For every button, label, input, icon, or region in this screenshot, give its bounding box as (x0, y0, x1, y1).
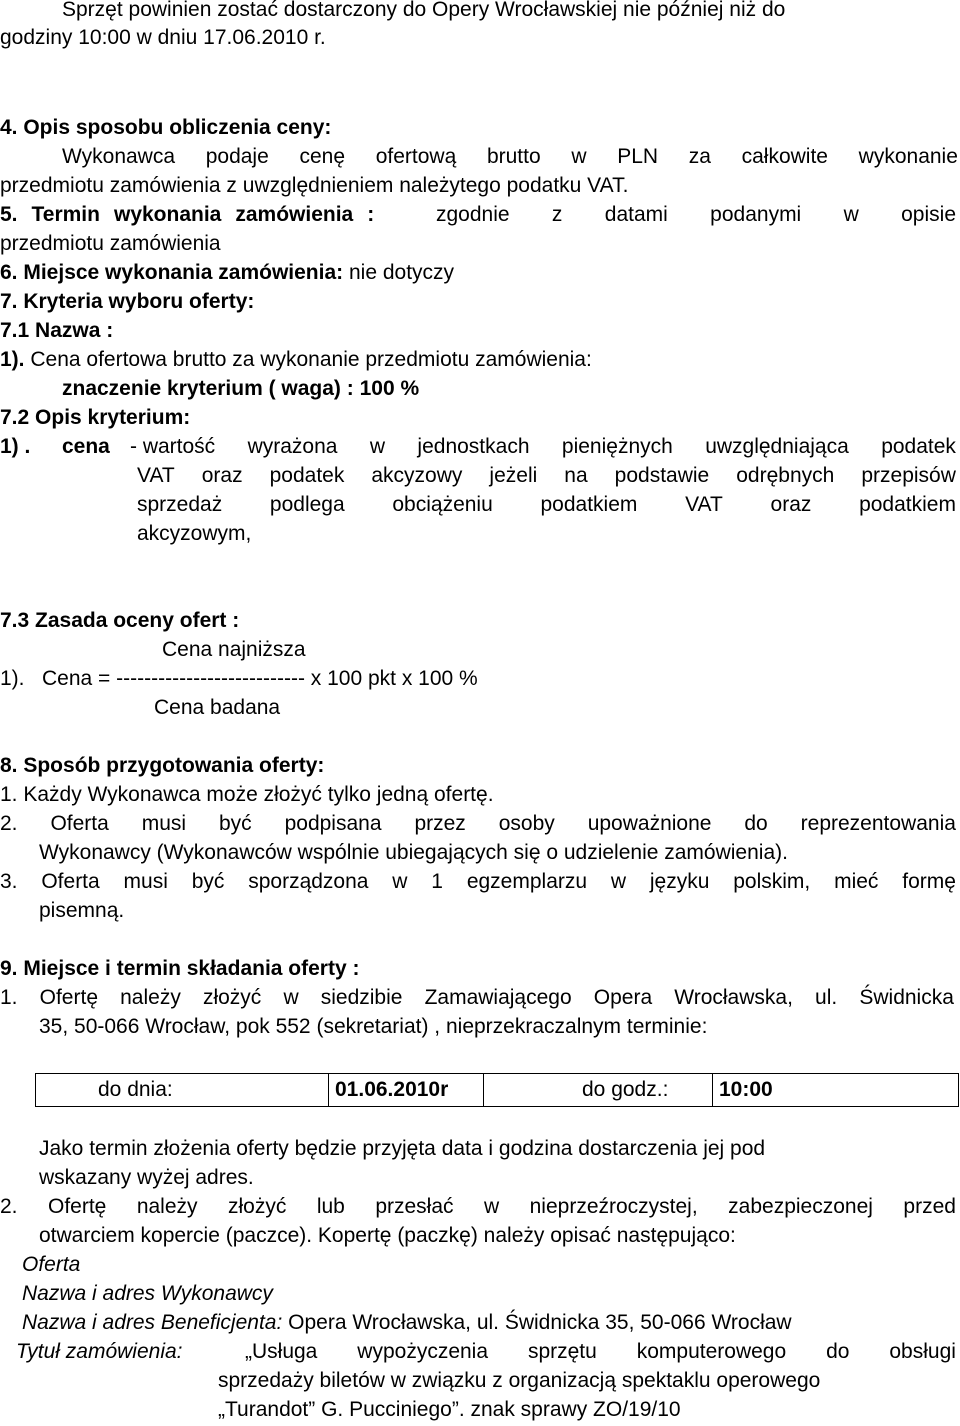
word: „Usługa (245, 1340, 318, 1363)
word: formę (902, 870, 956, 893)
word: mieć (834, 870, 879, 893)
word: w (483, 1195, 500, 1218)
envelope-line-4-words (245, 1339, 956, 1365)
word: przez (414, 812, 466, 835)
deadline-note-line-2: wskazany wyżej adres. (39, 1166, 254, 1189)
deadline-time-label: do godz.: (484, 1074, 713, 1107)
section-8-point-2-line-1 (0, 811, 956, 837)
word: z (551, 203, 563, 226)
word: 2. (0, 812, 18, 835)
formula-line: 1). Cena = --------------------------- x 100 pkt x 100 % (0, 667, 478, 690)
word: podaje (205, 145, 269, 168)
word: reprezentowania (800, 812, 956, 835)
word: złożyć (227, 1195, 287, 1218)
section-9-heading: 9. Miejsce i termin składania oferty : (0, 957, 360, 980)
word: wypożyczenia (357, 1340, 489, 1363)
section-5-heading-words (0, 202, 374, 228)
word: całkowite (741, 145, 828, 168)
word: uwzględniająca (705, 435, 849, 458)
word: Ofertę (47, 1195, 107, 1218)
word: Zamawiającego (424, 986, 572, 1009)
word: siedzibie (320, 986, 403, 1009)
section-8-point-2-line-2: Wykonawcy (Wykonawców wspólnie ubiegających się o udzielenie zamówienia). (39, 841, 788, 864)
section-9-point-1-line-1 (0, 985, 954, 1011)
section-9-point-2-line-1 (0, 1194, 956, 1220)
word: na (564, 464, 588, 487)
word: zgodnie (436, 203, 510, 226)
delivery-text-line-1: Sprzęt powinien zostać dostarczony do Opery Wrocławskiej nie później niż do (62, 0, 786, 21)
word: należy (136, 1195, 198, 1218)
section-5-rest (436, 202, 956, 228)
word: jeżeli (489, 464, 538, 487)
word: obsługi (889, 1340, 956, 1363)
word: pieniężnych (561, 435, 673, 458)
word: do (744, 812, 768, 835)
word: Oferta (50, 812, 109, 835)
word: osoby (498, 812, 555, 835)
word: odrębnych (736, 464, 835, 487)
word: musi (123, 870, 168, 893)
word: akcyzowy (371, 464, 463, 487)
deadline-date-value: 01.06.2010r (329, 1074, 484, 1107)
word: w (610, 870, 627, 893)
word: - wartość (130, 435, 216, 458)
deadline-date-label: do dnia: (36, 1074, 329, 1107)
word: w (392, 870, 408, 893)
word: 1. (0, 986, 18, 1009)
word: 5. (0, 203, 18, 226)
word: PLN (617, 145, 659, 168)
word: Ofertę (39, 986, 98, 1009)
word: ul. (815, 986, 838, 1009)
section-8-point-3-line-2: pisemną. (39, 899, 125, 922)
criterion-desc-number: 1) . (0, 435, 31, 458)
word: Oferta (41, 870, 100, 893)
word: komputerowego (636, 1340, 787, 1363)
formula-denominator: Cena badana (154, 696, 281, 719)
word: podatkiem (859, 493, 956, 516)
word: VAT (137, 464, 175, 487)
criterion-desc-line-2 (137, 463, 956, 489)
section-7-heading: 7. Kryteria wyboru oferty: (0, 290, 255, 313)
word: jednostkach (417, 435, 530, 458)
word: ofertową (375, 145, 457, 168)
word: Świdnicka (859, 986, 954, 1009)
word: 2. (0, 1195, 18, 1218)
deadline-table (35, 1073, 959, 1107)
criterion-desc-line-3 (137, 492, 956, 518)
deadline-time-value: 10:00 (713, 1074, 959, 1107)
word: w (571, 145, 587, 168)
word: wykonania (113, 203, 222, 226)
deadline-note-line-1: Jako termin złożenia oferty będzie przyjęta data i godzina dostarczenia jej pod (39, 1137, 766, 1160)
section-8-point-3-line-1 (0, 869, 956, 895)
word: 1 (431, 870, 443, 893)
word: Wrocławska, (674, 986, 793, 1009)
section-8-heading: 8. Sposób przygotowania oferty: (0, 754, 325, 777)
word: podatkiem (540, 493, 638, 516)
word: zamówienia (235, 203, 354, 226)
word: Termin (31, 203, 100, 226)
word: sprzętu (527, 1340, 597, 1363)
section-5-line-1 (0, 202, 956, 228)
word: oraz (201, 464, 243, 487)
section-5-line-2: przedmiotu zamówienia (0, 232, 221, 255)
envelope-line-4-label: Tytuł zamówienia: (16, 1340, 183, 1363)
criterion-desc-cena: cena (62, 435, 110, 458)
word: musi (141, 812, 187, 835)
word: VAT (685, 493, 723, 516)
word: upoważnione (587, 812, 712, 835)
envelope-line-6: „Turandot” G. Pucciniego”. znak sprawy ZO/19/10 (218, 1398, 681, 1421)
word: oraz (770, 493, 812, 516)
word: obciążeniu (392, 493, 493, 516)
word: podpisana (284, 812, 382, 835)
word: wyrażona (247, 435, 338, 458)
word: do (826, 1340, 850, 1363)
section-9-point-1-line-2: 35, 50-066 Wrocław, pok 552 (sekretariat) , nieprzekraczalnym terminie: (39, 1015, 708, 1038)
section-7-1-heading: 7.1 Nazwa : (0, 319, 114, 342)
section-8-point-1: 1. Każdy Wykonawca może złożyć tylko jedną ofertę. (0, 783, 494, 806)
word: lub (316, 1195, 345, 1218)
word: w (369, 435, 386, 458)
word: Wykonawca (62, 145, 176, 168)
envelope-line-3: Nazwa i adres Beneficjenta: Opera Wrocławska, ul. Świdnicka 35, 50-066 Wrocław (22, 1311, 792, 1334)
word: podatek (269, 464, 345, 487)
word: podstawie (614, 464, 710, 487)
word: datami (604, 203, 668, 226)
word: wykonanie (858, 145, 958, 168)
criterion-desc-line-1 (130, 434, 956, 460)
envelope-line-1: Oferta (22, 1253, 81, 1276)
word: przepisów (861, 464, 956, 487)
section-4-heading: 4. Opis sposobu obliczenia ceny: (0, 116, 332, 139)
envelope-line-5: sprzedaży biletów w związku z organizacją spektaklu operowego (218, 1369, 821, 1392)
word: podatek (881, 435, 956, 458)
word: brutto (486, 145, 541, 168)
word: egzemplarzu (466, 870, 588, 893)
word: podanymi (710, 203, 802, 226)
section-7-3-heading: 7.3 Zasada oceny ofert : (0, 609, 240, 632)
envelope-line-2: Nazwa i adres Wykonawcy (22, 1282, 273, 1305)
word: cenę (299, 145, 346, 168)
section-6: 6. Miejsce wykonania zamówienia: nie dotyczy (0, 261, 455, 284)
word: sporządzona (248, 870, 369, 893)
word: należy (120, 986, 181, 1009)
section-9-point-2-line-2: otwarciem kopercie (paczce). Kopertę (paczkę) należy opisać następująco: (39, 1224, 736, 1247)
word: być (218, 812, 252, 835)
word: za (688, 145, 711, 168)
word: polskim, (733, 870, 811, 893)
section-4-line-1 (62, 144, 958, 170)
delivery-text-line-2: godziny 10:00 w dniu 17.06.2010 r. (0, 26, 326, 49)
word: złożyć (202, 986, 262, 1009)
word: przesłać (375, 1195, 454, 1218)
section-7-2-heading: 7.2 Opis kryterium: (0, 406, 191, 429)
word: Opera (593, 986, 653, 1009)
word: : (367, 203, 375, 226)
word: nieprzeźroczystej, (529, 1195, 698, 1218)
word: być (191, 870, 225, 893)
criterion-1: 1). Cena ofertowa brutto za wykonanie przedmiotu zamówienia: (0, 348, 592, 371)
criterion-desc-line-4: akcyzowym, (137, 522, 252, 545)
word: sprzedaż (137, 493, 223, 516)
word: w (283, 986, 299, 1009)
word: zabezpieczonej (728, 1195, 873, 1218)
word: opisie (901, 203, 956, 226)
word: języku (649, 870, 710, 893)
formula-numerator: Cena najniższa (162, 638, 306, 661)
word: w (843, 203, 859, 226)
criterion-weight: znaczenie kryterium ( waga) : 100 % (62, 377, 420, 400)
section-4-line-2: przedmiotu zamówienia z uwzględnieniem należytego podatku VAT. (0, 174, 629, 197)
word: przed (903, 1195, 956, 1218)
word: podlega (269, 493, 345, 516)
word: 3. (0, 870, 18, 893)
